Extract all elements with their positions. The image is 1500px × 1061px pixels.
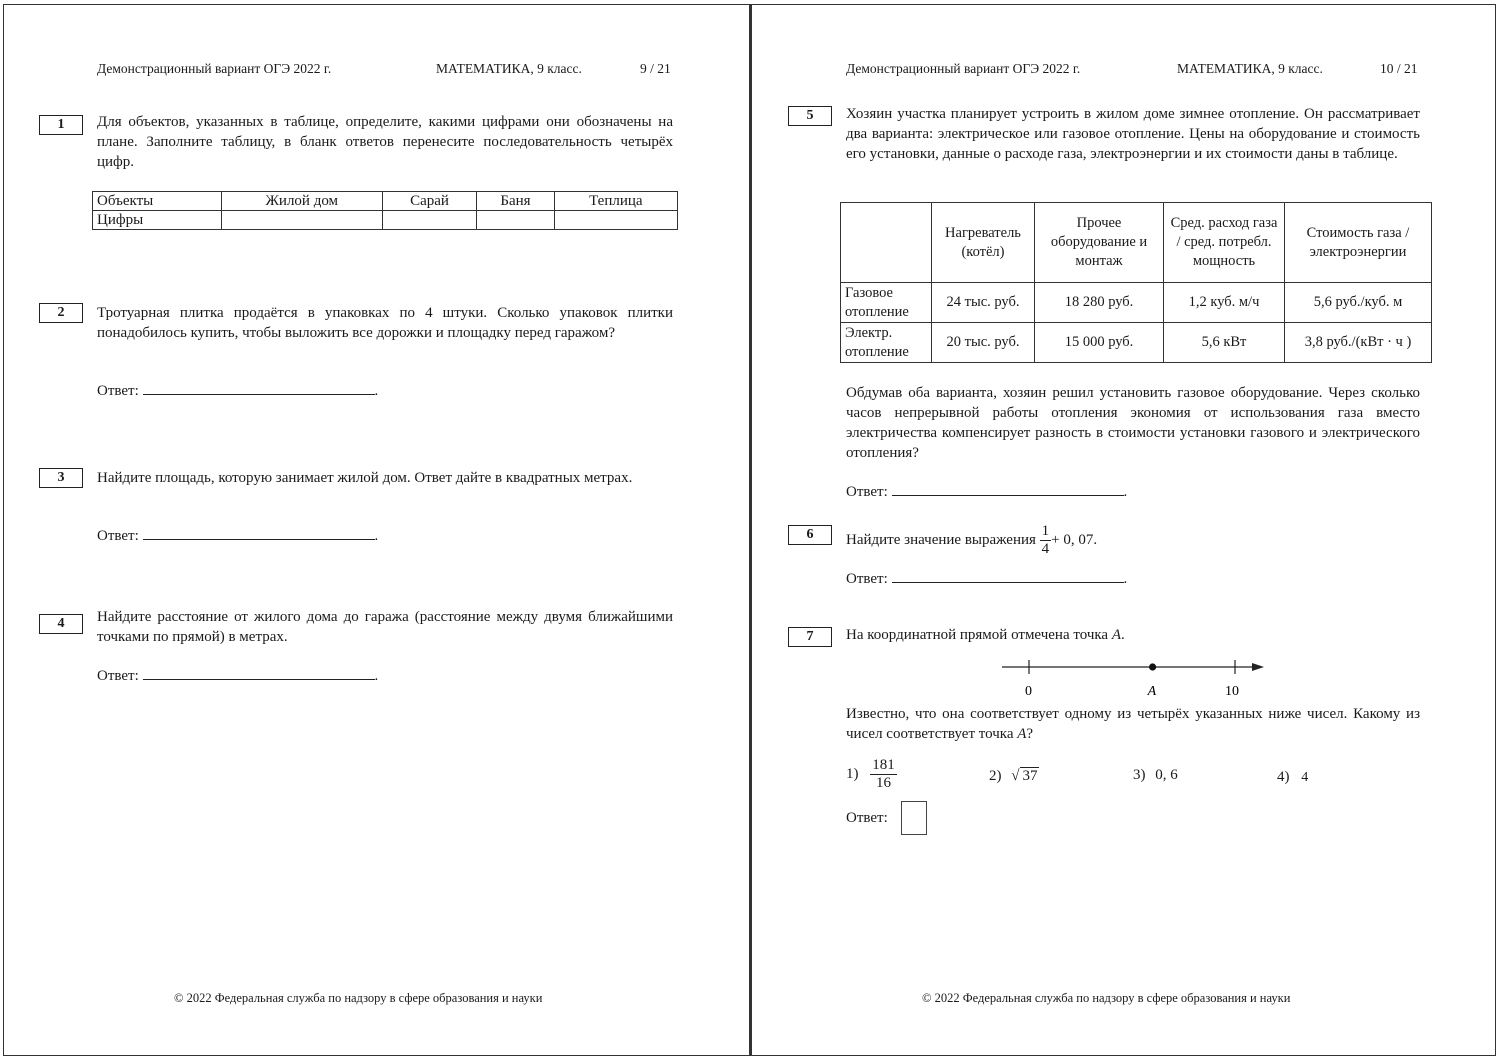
table-corner-cell [841,203,932,283]
table-cell: Сарай [382,192,476,211]
question-text: Найдите расстояние от жилого дома до гаража (расстояние между двумя ближайшими точками по прямой) в метрах. [97,609,673,645]
fraction-numerator: 181 [872,757,895,773]
table-header-cell: Прочее оборудование и монтаж [1035,203,1164,283]
number-line-arrow [1252,663,1264,671]
radicand: 37 [1022,768,1038,784]
answer-label: Ответ: [97,668,139,684]
option-label: 1) [846,765,859,782]
answer-line: Ответ: . [97,528,379,544]
question-number: 1 [39,115,83,135]
question-number: 7 [788,627,832,647]
answer-line: Ответ: . [846,484,1128,500]
option-3[interactable] [1133,767,1178,784]
answer-label: Ответ: [97,528,139,544]
option-value: 0, 6 [1155,767,1178,783]
table-cell: 5,6 руб./куб. м [1285,283,1432,323]
answer-label: Ответ: [846,810,888,826]
option-label: 3) [1133,767,1146,783]
left-page [3,4,750,1056]
fraction [1040,523,1052,558]
answer-box[interactable] [901,801,927,835]
fraction [870,757,897,792]
fraction-denominator: 4 [1041,541,1050,557]
question-text-continued [846,704,1420,744]
label-ten: 10 [1225,684,1239,699]
number-line [992,655,1282,700]
header-page-number: 9 / 21 [640,61,671,76]
right-page [750,4,1496,1056]
table-cell: 24 тыс. руб. [932,283,1035,323]
header-subject: МАТЕМАТИКА, 9 класс. [1177,61,1323,76]
sqrt-sign: √ [1011,768,1020,784]
table-cell: Объекты [93,192,222,211]
answer-line [846,810,888,827]
question-text-lead: На координатной прямой отмечена точка [846,627,1109,643]
text-end: . [1121,627,1125,643]
point-name: A [1111,627,1122,643]
option-2[interactable] [989,767,1039,785]
answer-line: Ответ: . [97,668,379,684]
point-name: A [1017,726,1027,742]
table-cell: 5,6 кВт [1164,323,1285,363]
question-number: 2 [39,303,83,323]
question-text: Хозяин участка планирует устроить в жилом доме зимнее отопление. Он рассматривает два варианта: электрическое или газовое отопление. Цены на оборудование и стоимость его установки, данные о расходе газа, электроэнергии и их стоимости даны в таблице. [846,106,1420,162]
fraction-numerator: 1 [1041,523,1050,539]
question-text [846,625,1420,645]
answer-cell[interactable] [382,211,476,230]
table-row-label: Газовое отопление [841,283,932,323]
table-header-cell: Стоимость газа / электроэнергии [1285,203,1432,283]
question-text: Найдите площадь, которую занимает жилой дом. Ответ дайте в квадратных метрах. [97,470,633,486]
table-cell: 1,2 куб. м/ч [1164,283,1285,323]
answer-cell[interactable] [477,211,554,230]
answer-blank[interactable] [143,382,375,395]
answer-line: Ответ: . [97,383,379,399]
question-number: 5 [788,106,832,126]
header-subject: МАТЕМАТИКА, 9 класс. [436,61,582,76]
table-cell: Цифры [93,211,222,230]
header-title: Демонстрационный вариант ОГЭ 2022 г. [97,61,332,76]
table-row-label: Электр. отопление [841,323,932,363]
table-cell: 18 280 руб. [1035,283,1164,323]
text-line: Какому из чисел соответствует точка [846,706,1421,742]
answer-blank[interactable] [143,527,375,540]
table-cell: Теплица [554,192,677,211]
option-4[interactable] [1277,769,1308,786]
question-number: 3 [39,468,83,488]
question-text [846,523,1420,558]
option-value: 4 [1301,770,1309,785]
option-label: 4) [1277,769,1290,785]
answer-label: Ответ: [846,571,888,587]
table-header-cell: Нагреватель (котёл) [932,203,1035,283]
heating-table [840,202,1432,363]
footer-copyright: © 2022 Федеральная служба по надзору в сфере образования и науки [922,991,1291,1005]
answer-blank[interactable] [892,483,1124,496]
header-title: Демонстрационный вариант ОГЭ 2022 г. [846,61,1081,76]
answer-blank[interactable] [143,667,375,680]
question-text: Тротуарная плитка продаётся в упаковках по 4 штуки. Сколько упаковок плитки понадобилось купить, чтобы выложить все дорожки и площадку перед гаражом? [97,305,673,341]
table-cell: Баня [477,192,554,211]
table-cell: 15 000 руб. [1035,323,1164,363]
point-a [1149,663,1156,670]
question-text: Для объектов, указанных в таблице, определите, какими цифрами они обозначены на плане. Заполните таблицу, в бланк ответов перенесите последовательность четырёх цифр. [97,114,673,170]
answer-cell[interactable] [554,211,677,230]
label-zero: 0 [1025,684,1032,699]
option-1[interactable] [846,757,897,792]
header-page-number: 10 / 21 [1380,61,1418,76]
fraction-denominator: 16 [876,775,891,791]
answer-line: Ответ: . [846,571,1128,587]
label-point-a: A [1147,684,1157,699]
option-label: 2) [989,768,1002,784]
question-number: 4 [39,614,83,634]
answer-label: Ответ: [846,484,888,500]
table-header-cell: Сред. расход газа / сред. потребл. мощность [1164,203,1285,283]
text-line: Известно, что она соответствует одному из четырёх указанных ниже чисел. [846,706,1348,722]
table-cell: Жилой дом [221,192,382,211]
objects-table [92,191,678,230]
table-cell: 3,8 руб./(кВт · ч ) [1285,323,1432,363]
expression-tail: + 0, 07. [1051,531,1098,548]
answer-blank[interactable] [892,570,1124,583]
question-text-continued: Обдумав оба варианта, хозяин решил установить газовое оборудование. Через сколько часов непрерывной работы отопления экономия от использования газа вместо электричества компенсирует разность в стоимости установки газового и электрического отопления? [846,385,1420,461]
answer-label: Ответ: [97,383,139,399]
text-end: ? [1026,726,1034,742]
question-text-lead: Найдите значение выражения [846,531,1036,548]
question-number: 6 [788,525,832,545]
table-cell: 20 тыс. руб. [932,323,1035,363]
answer-cell[interactable] [221,211,382,230]
footer-copyright: © 2022 Федеральная служба по надзору в сфере образования и науки [174,991,543,1005]
